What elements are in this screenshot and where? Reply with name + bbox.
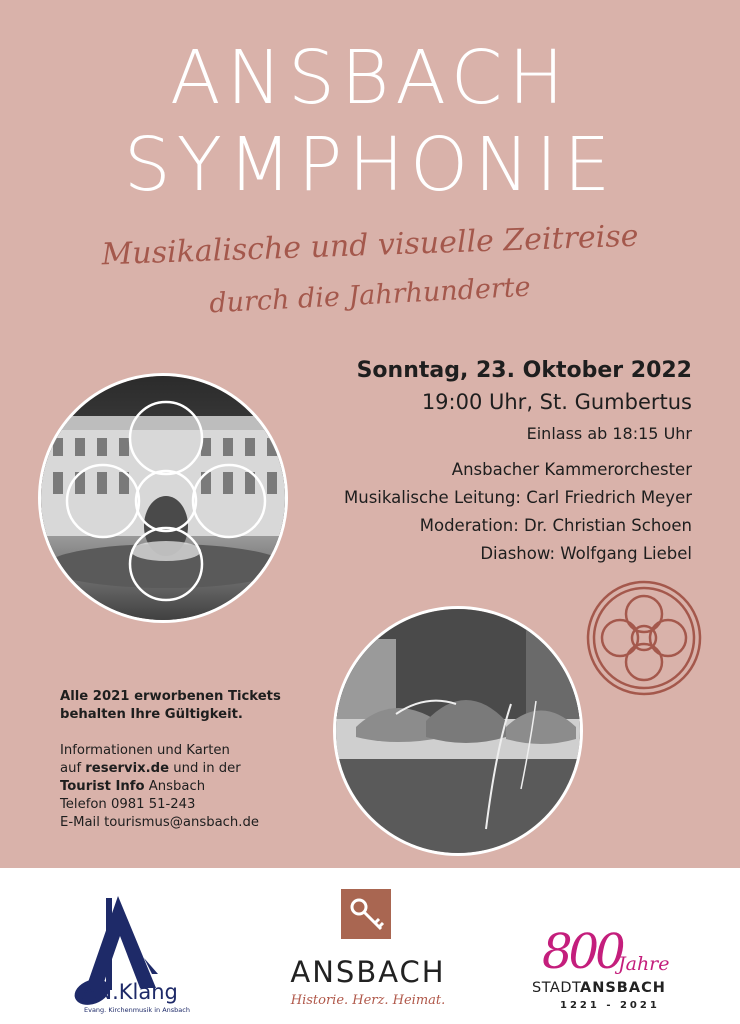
jubilee-word: Jahre xyxy=(618,953,670,975)
event-entry: Einlass ab 18:15 Uhr xyxy=(526,424,692,443)
title-line-2: SYMPHONIE xyxy=(123,122,617,208)
ticket-info xyxy=(60,688,281,832)
event-time-place: 19:00 Uhr, St. Gumbertus xyxy=(421,390,692,414)
info-line: Informationen und Karten xyxy=(60,743,230,758)
anklang-subtitle: Evang. Kirchenmusik in Ansbach xyxy=(84,1006,190,1014)
subtitle-line-2: durch die Jahrhunderte xyxy=(208,271,532,320)
subtitle-line-1: Musikalische und visuelle Zeitreise xyxy=(101,218,639,273)
tourist-info-city: Ansbach xyxy=(148,779,206,794)
ansbach-logo-text: ANSBACH xyxy=(290,955,446,989)
tickets-notice-1: Alle 2021 erworbenen Tickets xyxy=(60,689,281,704)
event-date: Sonntag, 23. Oktober 2022 xyxy=(356,358,692,383)
credit-orchestra: Ansbacher Kammerorchester xyxy=(451,460,692,479)
event-credits xyxy=(344,456,692,568)
jubilee-number: 800 xyxy=(542,924,622,980)
key-emblem-icon xyxy=(341,889,391,939)
jubilee-stadt: STADT xyxy=(532,980,582,996)
title-line-1: ANSBACH xyxy=(169,35,571,121)
tickets-notice-2: behalten Ihre Gültigkeit. xyxy=(60,707,243,722)
reservix-link[interactable]: reservix.de xyxy=(85,761,170,776)
fish-fountain-photo xyxy=(333,606,583,856)
jubilee-city: ANSBACH xyxy=(580,980,666,996)
jubilee-years: 1221 - 2021 xyxy=(560,1000,660,1011)
credit-conductor: Musikalische Leitung: Carl Friedrich Meyer xyxy=(344,488,692,507)
und-text: und in der xyxy=(173,761,241,776)
credit-slideshow: Diashow: Wolfgang Liebel xyxy=(480,544,692,563)
credit-moderation: Moderation: Dr. Christian Schoen xyxy=(419,516,692,535)
email-line: E-Mail tourismus@ansbach.de xyxy=(60,815,259,830)
phone-line: Telefon 0981 51-243 xyxy=(60,797,196,812)
ansbach-slogan: Historie. Herz. Heimat. xyxy=(290,993,446,1008)
tourist-info: Tourist Info xyxy=(60,779,145,794)
auf-text: auf xyxy=(60,761,82,776)
palace-fountain-photo xyxy=(38,373,288,623)
quatrefoil-ornament-icon xyxy=(584,578,704,698)
anklang-name: AN.Klang xyxy=(82,980,178,1004)
